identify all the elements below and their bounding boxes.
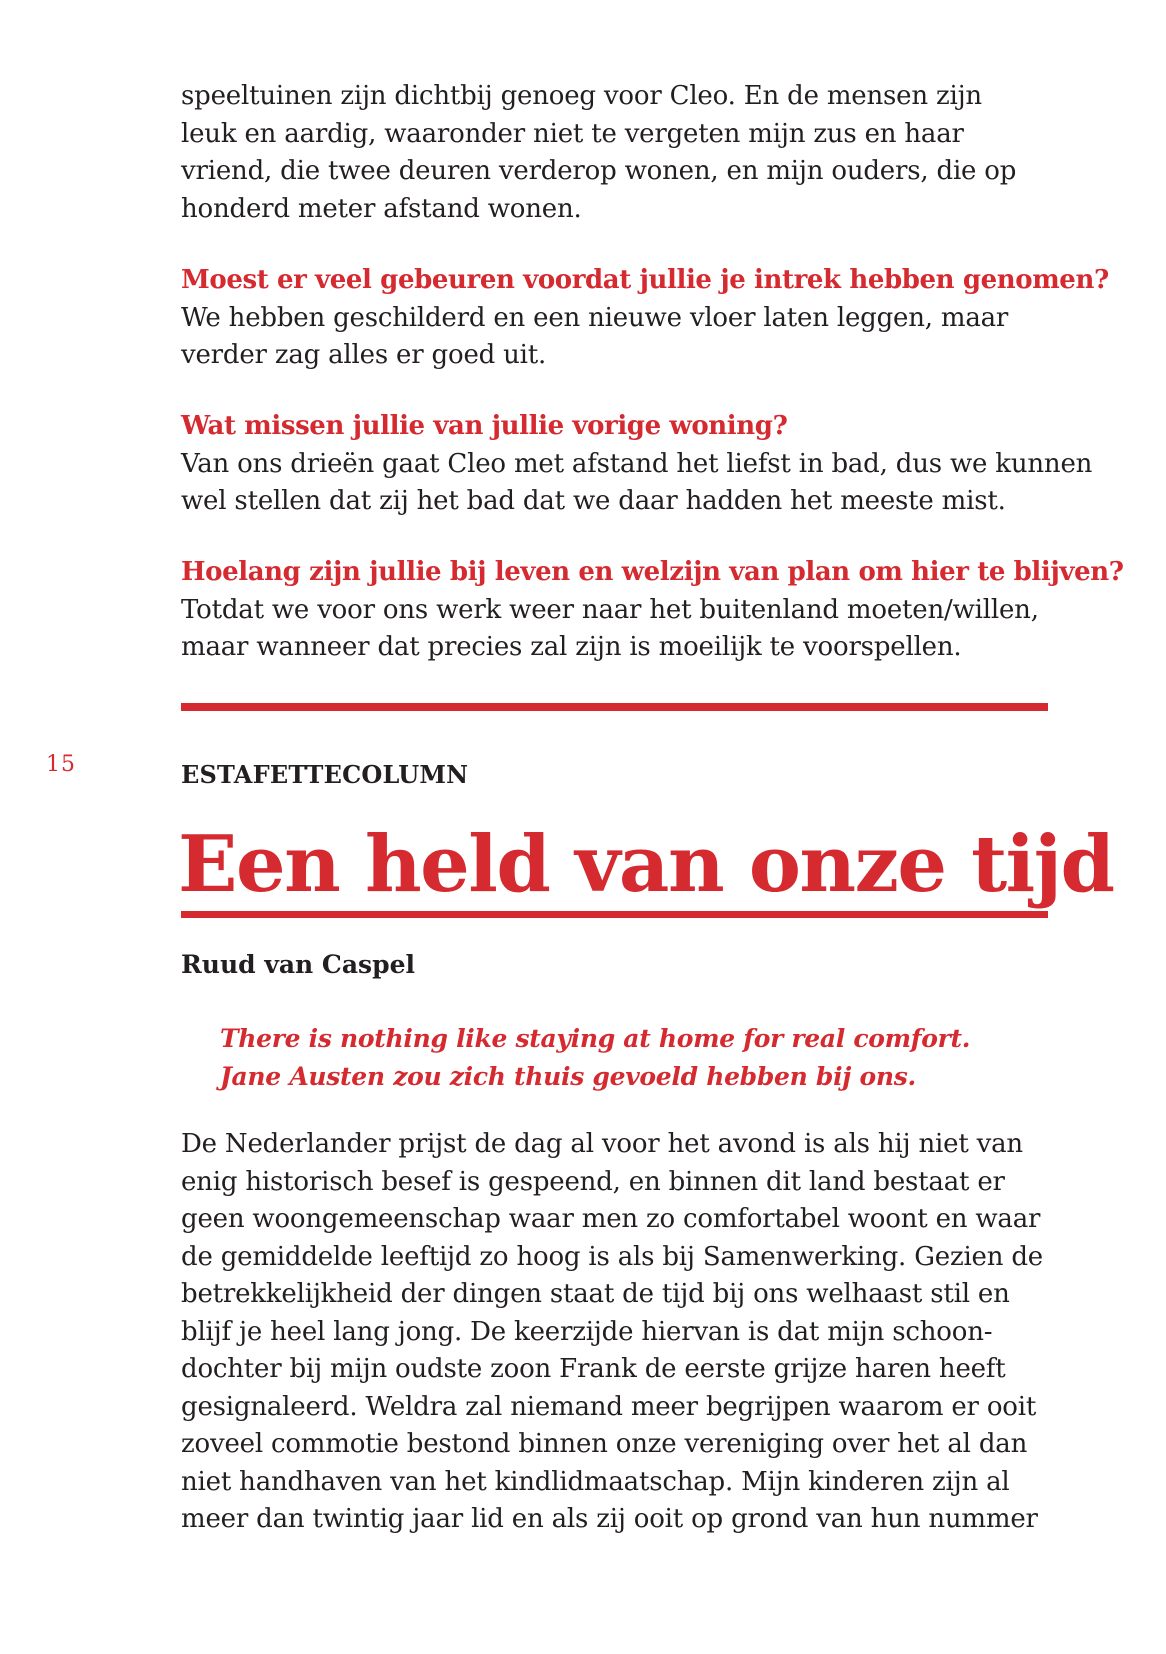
body-line: zoveel commotie bestond binnen onze vereniging over het al dan (181, 1429, 1028, 1459)
section-label: ESTAFETTECOLUMN (181, 760, 469, 789)
body-line: gesignaleerd. Weldra zal niemand meer begrijpen waarom er ooit (181, 1391, 1037, 1422)
column-title: Een held van onze tijd (178, 819, 1114, 910)
body-line: betrekkelijkheid der dingen staat de tijd bij ons welhaast stil en (181, 1279, 1010, 1309)
column-body (181, 1126, 1061, 1539)
answer-line: maar wanneer dat precies zal zijn is moeilijk te voorspellen. (181, 632, 962, 662)
intro-line: leuk en aardig, waaronder niet te vergeten mijn zus en haar (181, 118, 964, 149)
qa-block-2 (181, 408, 1093, 521)
body-line: enig historisch besef is gespeend, en binnen dit land bestaat er (181, 1166, 1005, 1197)
title-underline (181, 911, 1048, 918)
body-line: dochter bij mijn oudste zoon Frank de eerste grijze haren heeft (181, 1354, 1006, 1384)
qa-block-1 (181, 262, 1109, 375)
answer-line: verder zag alles er goed uit. (181, 340, 547, 370)
body-line: blijf je heel lang jong. De keerzijde hiervan is dat mijn schoon- (181, 1316, 993, 1347)
body-line: geen woongemeenschap waar men zo comfortabel woont en waar (181, 1204, 1041, 1234)
intro-line: honderd meter afstand wonen. (181, 193, 582, 224)
author-name: Ruud van Caspel (181, 950, 415, 979)
body-line: niet handhaven van het kindlidmaatschap. Mijn kinderen zijn al (181, 1466, 1010, 1497)
question: Moest er veel gebeuren voordat jullie je intrek hebben genomen? (181, 265, 1109, 295)
body-line: de gemiddelde leeftijd zo hoog is als bij Samenwerking. Gezien de (181, 1241, 1043, 1272)
page-number: 15 (46, 752, 76, 777)
answer-line: Van ons drieën gaat Cleo met afstand het liefst in bad, dus we kunnen (181, 448, 1093, 479)
quote-line: Jane Austen zou zich thuis gevoeld hebben bij ons. (220, 1061, 916, 1091)
question: Wat missen jullie van jullie vorige woning? (181, 411, 788, 441)
intro-line: vriend, die twee deuren verderop wonen, en mijn ouders, die op (181, 156, 1017, 186)
section-divider (181, 703, 1048, 711)
quote-line: There is nothing like staying at home for real comfort. (220, 1024, 971, 1053)
pull-quote (220, 1020, 970, 1095)
qa-block-3 (181, 554, 1124, 667)
intro-paragraph (181, 78, 1061, 228)
answer-line: wel stellen dat zij het bad dat we daar hadden het meeste mist. (181, 486, 1006, 516)
answer-line: Totdat we voor ons werk weer naar het buitenland moeten/willen, (181, 594, 1039, 625)
intro-line: speeltuinen zijn dichtbij genoeg voor Cleo. En de mensen zijn (181, 81, 982, 111)
answer-line: We hebben geschilderd en een nieuwe vloer laten leggen, maar (181, 302, 1009, 333)
question: Hoelang zijn jullie bij leven en welzijn van plan om hier te blijven? (181, 557, 1124, 587)
body-line: meer dan twintig jaar lid en als zij ooit op grond van hun nummer (181, 1504, 1038, 1534)
body-line: De Nederlander prijst de dag al voor het avond is als hij niet van (181, 1129, 1023, 1159)
